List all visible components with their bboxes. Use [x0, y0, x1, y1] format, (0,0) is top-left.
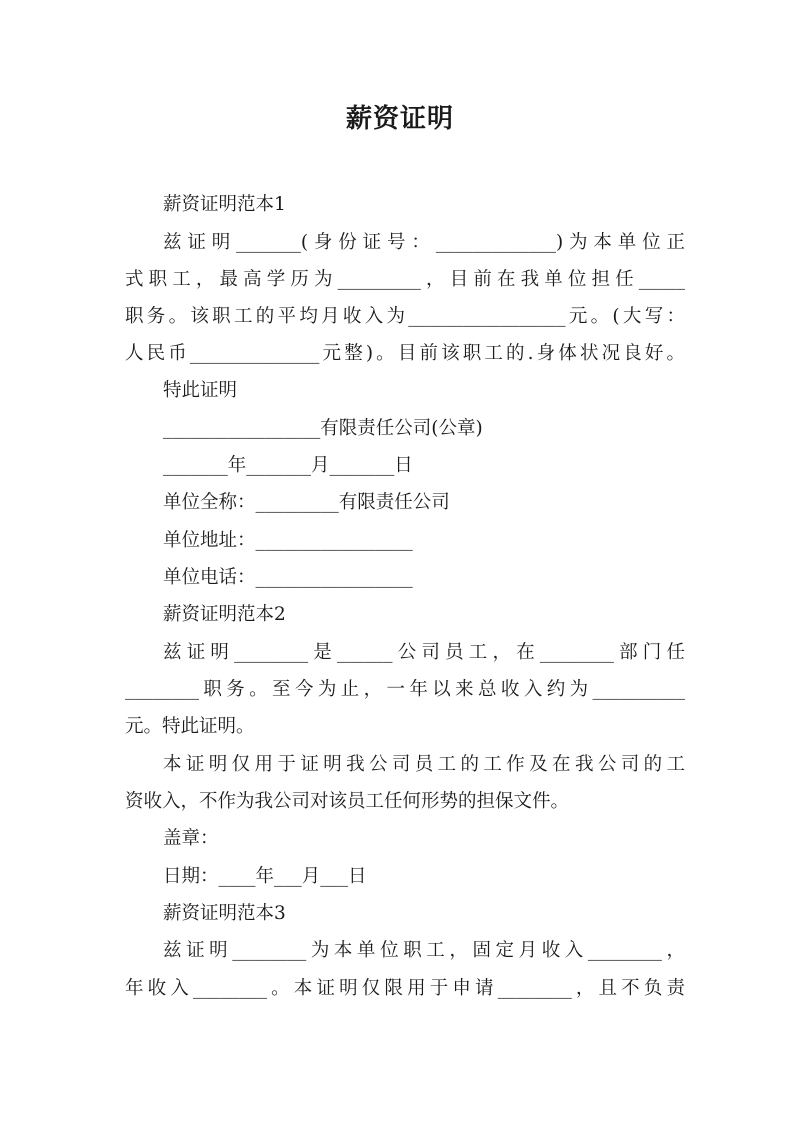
seal-label: 盖章：	[163, 828, 219, 849]
paragraph-line: 兹证明________为本单位职工，固定月收入________，	[163, 940, 685, 961]
section-heading-1: 薪资证明范本1	[163, 194, 286, 215]
company-phone-line: 单位电话：_________________	[163, 567, 413, 588]
paragraph-line: 资收入，不作为我公司对该员工任何形势的担保文件。	[125, 791, 570, 812]
company-seal-line: _________________有限责任公司(公章)	[163, 418, 483, 439]
paragraph-line: 人民币______________元整)。目前该职工的.身体状况良好。	[125, 343, 685, 364]
paragraph-line: 职务。该职工的平均月收入为_________________元。(大写：	[125, 306, 685, 327]
company-address-line: 单位地址：_________________	[163, 530, 413, 551]
certify-line: 特此证明	[163, 380, 238, 401]
company-name-line: 单位全称：_________有限责任公司	[163, 492, 450, 513]
paragraph-line: 兹证明________是______公司员工，在________部门任	[163, 642, 685, 663]
date-line: _______年_______月_______日	[163, 455, 413, 476]
paragraph-line: 兹证明_______(身份证号：_____________)为本单位正	[163, 232, 685, 253]
date-line: 日期：____年___月___日	[163, 866, 367, 887]
paragraph-line: 式职工，最高学历为_________，目前在我单位担任_____	[125, 269, 685, 290]
paragraph-line: ________职务。至今为止，一年以来总收入约为__________	[125, 679, 685, 700]
paragraph-line: 年收入________。本证明仅限用于申请________，且不负责	[125, 978, 685, 999]
section-heading-3: 薪资证明范本3	[163, 903, 286, 924]
section-heading-2: 薪资证明范本2	[163, 604, 286, 625]
paragraph-line: 本证明仅用于证明我公司员工的工作及在我公司的工	[163, 754, 685, 775]
document-title: 薪资证明	[345, 104, 454, 134]
paragraph-line: 元。特此证明。	[125, 716, 255, 737]
